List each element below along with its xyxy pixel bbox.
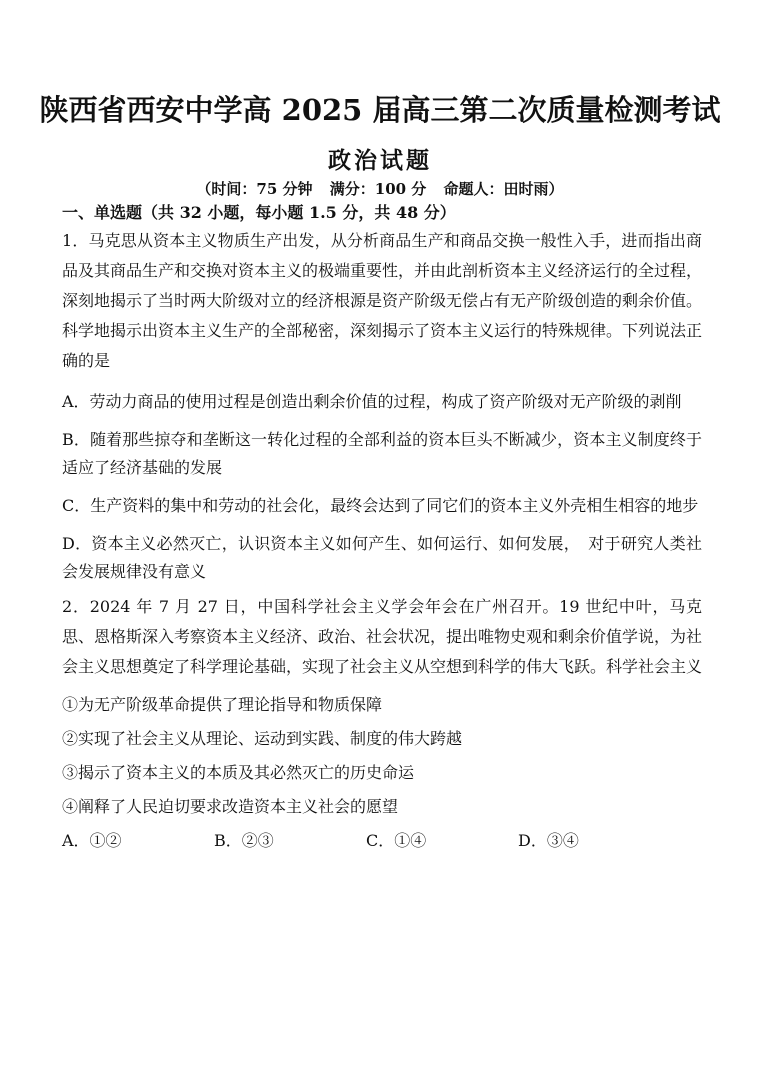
statement-3: ③揭示了资本主义的本质及其必然灭亡的历史命运: [62, 763, 415, 782]
exam-title: 陕西省西安中学高 2025 届高三第二次质量检测考试: [39, 93, 721, 127]
section-heading: 一、单选题（共 32 小题，每小题 1.5 分，共 48 分）: [62, 203, 456, 222]
exam-time: （时间：75 分钟: [196, 180, 313, 198]
question-1: [62, 226, 702, 586]
option-a: A．劳动力商品的使用过程是创造出剩余价值的过程，构成了资产阶级对无产阶级的剥削: [62, 392, 682, 411]
statement-1: ①为无产阶级革命提供了理论指导和物质保障: [62, 695, 383, 714]
exam-meta: [0, 178, 760, 199]
question-stem: 1．马克思从资本主义物质生产出发，从分析商品生产和商品交换一般性入手，进而指出商品及其商品生产和交换对资本主义的极端重要性，并由此剖析资本主义经济运行的全过程，深刻地揭示了当时两大阶级对立的经济根源是资产阶级无偿占有无产阶级创造的剩余价值。科学地揭示出资本主义生产的全部秘密，深刻揭示了资本主义运行的特殊规律。下列说法正确的是: [62, 231, 703, 370]
exam-full-score: 满分：100 分: [329, 180, 427, 198]
question-2: [62, 592, 702, 856]
statement-2: ②实现了社会主义从理论、运动到实践、制度的伟大跨越: [62, 729, 463, 748]
option-b: B．随着那些掠夺和垄断这一转化过程的全部利益的资本巨头不断减少，资本主义制度终于适应了经济基础的发展: [62, 430, 702, 477]
choice-d: D．③④: [518, 831, 579, 850]
exam-author: 命题人：田时雨）: [443, 180, 564, 198]
questions-body: [62, 226, 702, 856]
question-stem: 2．2024 年 7 月 27 日，中国科学社会主义学会年会在广州召开。19 世纪中叶，马克思、恩格斯深入考察资本主义经济、政治、社会状况，提出唯物史观和剩余价值学说，为社会主义思想奠定了科学理论基础，实现了社会主义从空想到科学的伟大飞跃。科学社会主义: [62, 597, 703, 676]
choice-a: A．①②: [62, 831, 122, 850]
option-c: C．生产资料的集中和劳动的社会化，最终会达到了同它们的资本主义外壳相生相容的地步: [62, 496, 699, 515]
choice-c: C．①④: [366, 831, 427, 850]
choice-b: B．②③: [214, 831, 274, 850]
statement-4: ④阐释了人民迫切要求改造资本主义社会的愿望: [62, 797, 399, 816]
answer-choices: [62, 826, 702, 856]
option-d: D．资本主义必然灭亡，认识资本主义如何产生、如何运行、如何发展， 对于研究人类社会发展规律没有意义: [62, 534, 702, 581]
exam-subject: 政治试题: [328, 147, 432, 174]
